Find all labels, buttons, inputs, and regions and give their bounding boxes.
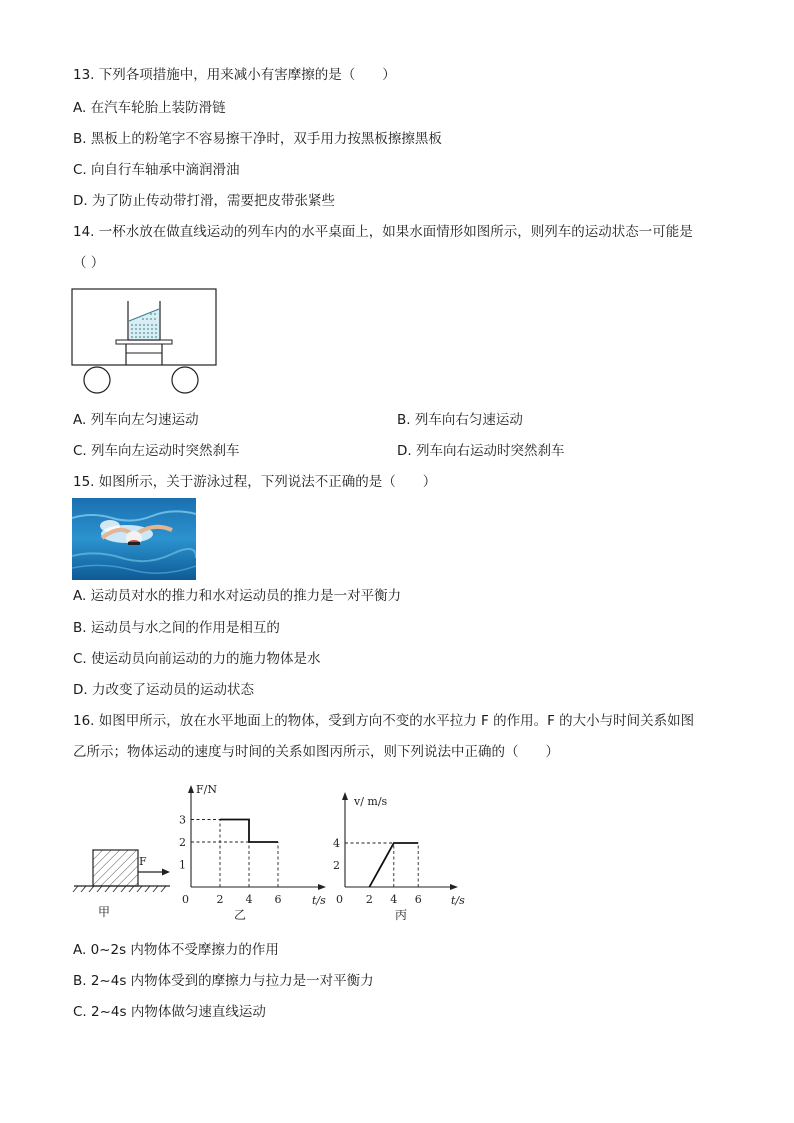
q14-option-c: C. 列车向左运动时突然刹车 <box>73 443 240 459</box>
y-tick-label: 3 <box>179 813 186 827</box>
x-tick-label: 2 <box>216 893 224 906</box>
swimmer-photo <box>72 498 196 580</box>
train-cup-figure <box>70 287 220 395</box>
figure-jia <box>70 840 180 922</box>
x-tick-label: 2 <box>365 893 373 906</box>
q13-option-c: C. 向自行车轴承中滴润滑油 <box>73 162 240 178</box>
q16-option-b: B. 2~4s 内物体受到的摩擦力与拉力是一对平衡力 <box>73 973 374 989</box>
x-tick-label: 0 <box>336 893 343 906</box>
q14-option-d: D. 列车向右运动时突然刹车 <box>397 443 565 459</box>
chart-bing-xlabel: t/s <box>451 894 465 907</box>
block <box>93 850 138 886</box>
chart-bing <box>330 780 480 922</box>
chart-yi-ylabel: F/N <box>196 783 217 796</box>
chart-yi-xlabel: t/s <box>312 894 326 907</box>
chart-yi <box>172 777 332 922</box>
q13-stem: 13. 下列各项措施中，用来减小有害摩擦的是（ ） <box>73 67 396 83</box>
y-tick-label: 2 <box>179 836 186 849</box>
figure-jia-caption: 甲 <box>98 905 111 919</box>
y-tick-label: 2 <box>333 859 340 872</box>
x-tick-label: 4 <box>245 893 253 906</box>
x-tick-label: 6 <box>274 893 282 906</box>
q15-option-a: A. 运动员对水的推力和水对运动员的推力是一对平衡力 <box>73 588 402 604</box>
q16-option-a: A. 0~2s 内物体不受摩擦力的作用 <box>73 942 279 958</box>
q14-stem-cont: （ ） <box>73 255 105 271</box>
q15-stem: 15. 如图所示，关于游泳过程，下列说法不正确的是（ ） <box>73 474 437 490</box>
x-tick-label: 0 <box>182 893 189 906</box>
q16-stem-cont: 乙所示；物体运动的速度与时间的关系如图丙所示，则下列说法中正确的（ ） <box>73 744 559 760</box>
chart-bing-caption: 丙 <box>395 908 408 922</box>
series-F-line <box>220 820 278 843</box>
x-tick-label: 4 <box>390 893 398 906</box>
y-tick-label: 1 <box>179 858 186 872</box>
q14-option-b: B. 列车向右匀速运动 <box>397 412 523 428</box>
q15-option-c: C. 使运动员向前运动的力的施力物体是水 <box>73 651 321 667</box>
q16-option-c: C. 2~4s 内物体做匀速直线运动 <box>73 1004 266 1020</box>
q15-option-b: B. 运动员与水之间的作用是相互的 <box>73 620 280 636</box>
q15-option-d: D. 力改变了运动员的运动状态 <box>73 682 254 698</box>
q13-option-a: A. 在汽车轮胎上装防滑链 <box>73 100 226 116</box>
q16-stem: 16. 如图甲所示，放在水平地面上的物体，受到方向不变的水平拉力 F 的作用。F 的大小与时间关系如图 <box>73 713 695 729</box>
chart-bing-ylabel: v/ m/s <box>354 795 388 808</box>
chart-yi-caption: 乙 <box>234 908 247 922</box>
force-label: F <box>139 855 147 868</box>
y-tick-label: 4 <box>333 837 340 850</box>
q14-stem: 14. 一杯水放在做直线运动的列车内的水平桌面上，如果水面情形如图所示，则列车的运动状态一可能是 <box>73 224 693 240</box>
q13-option-d: D. 为了防止传动带打滑，需要把皮带张紧些 <box>73 193 335 209</box>
q14-option-a: A. 列车向左匀速运动 <box>73 412 199 428</box>
x-tick-label: 6 <box>414 893 422 906</box>
q13-option-b: B. 黑板上的粉笔字不容易擦干净时，双手用力按黑板擦擦黑板 <box>73 131 442 147</box>
